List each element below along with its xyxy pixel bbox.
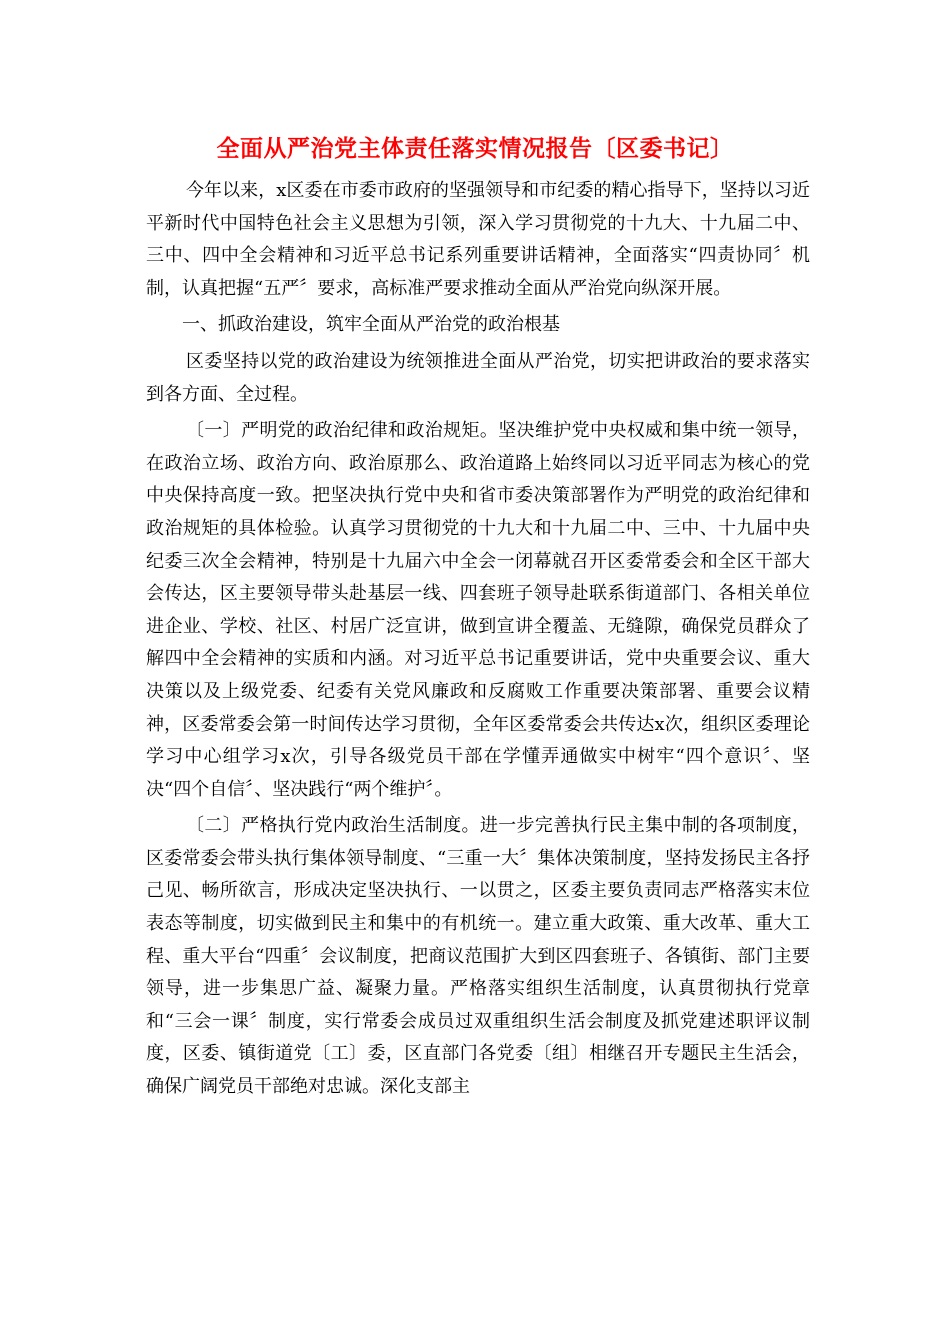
document-title: 全面从严治党主体责任落实情况报告〔区委书记〕 xyxy=(216,135,734,162)
document-body xyxy=(146,175,810,1108)
subsection-2-paragraph: 〔二〕严格执行党内政治生活制度。进一步完善执行民主集中制的各项制度，区委常委会带头执行集体领导制度、“三重一大〞集体决策制度，坚持发扬民主各抒己见、畅所欲言，形成决定坚决执行、一以贯之，区委主要负责同志严格落实末位表态等制度，切实做到民主和集中的有机统一。建立重大政策、重大改革、重大工程、重大平台“四重〞会议制度，把商议范围扩大到区四套班子、各镇街、部门主要领导，进一步集思广益、凝聚力量。严格落实组织生活制度，认真贯彻执行党章和“三会一课〞制度，实行常委会成员过双重组织生活会制度及抓党建述职评议制度，区委、镇街道党〔工〕委，区直部门各党委〔组〕相继召开专题民主生活会，确保广阔党员干部绝对忠诚。深化支部主 xyxy=(146,815,810,1098)
section-heading-1: 一、抓政治建设，筑牢全面从严治党的政治根基 xyxy=(182,314,560,336)
section-intro-paragraph: 区委坚持以党的政治建设为统领推进全面从严治党，切实把讲政治的要求落实到各方面、全过程。 xyxy=(146,350,810,405)
subsection-1-paragraph: 〔一〕严明党的政治纪律和政治规矩。坚决维护党中央权威和集中统一领导，在政治立场、政治方向、政治原那么、政治道路上始终同以习近平同志为核心的党中央保持高度一致。把坚决执行党中央和省市委决策部署作为严明党的政治纪律和政治规矩的具体检验。认真学习贯彻党的十九大和十九届二中、三中、十九届中央纪委三次全会精神，特别是十九届六中全会一闭幕就召开区委常委会和全区干部大会传达，区主要领导带头赴基层一线、四套班子领导赴联系街道部门、各相关单位进企业、学校、社区、村居广泛宣讲，做到宣讲全覆盖、无缝隙，确保党员群众了解四中全会精神的实质和内涵。对习近平总书记重要讲话，党中央重要会议、重大决策以及上级党委、纪委有关党风廉政和反腐败工作重要决策部署、重要会议精神，区委常委会第一时间传达学习贯彻，全年区委常委会共传达x次，组织区委理论学习中心组学习x次，引导各级党员干部在学懂弄通做实中树牢“四个意识〞、坚决“四个自信〞、坚决践行“两个维护〞。 xyxy=(146,420,810,800)
intro-paragraph: 今年以来，x区委在市委市政府的坚强领导和市纪委的精心指导下，坚持以习近平新时代中国特色社会主义思想为引领，深入学习贯彻党的十九大、十九届二中、三中、四中全会精神和习近平总书记系列重要讲话精神，全面落实“四责协同〞机制，认真把握“五严〞要求，高标准严要求推动全面从严治党向纵深开展。 xyxy=(146,180,810,299)
